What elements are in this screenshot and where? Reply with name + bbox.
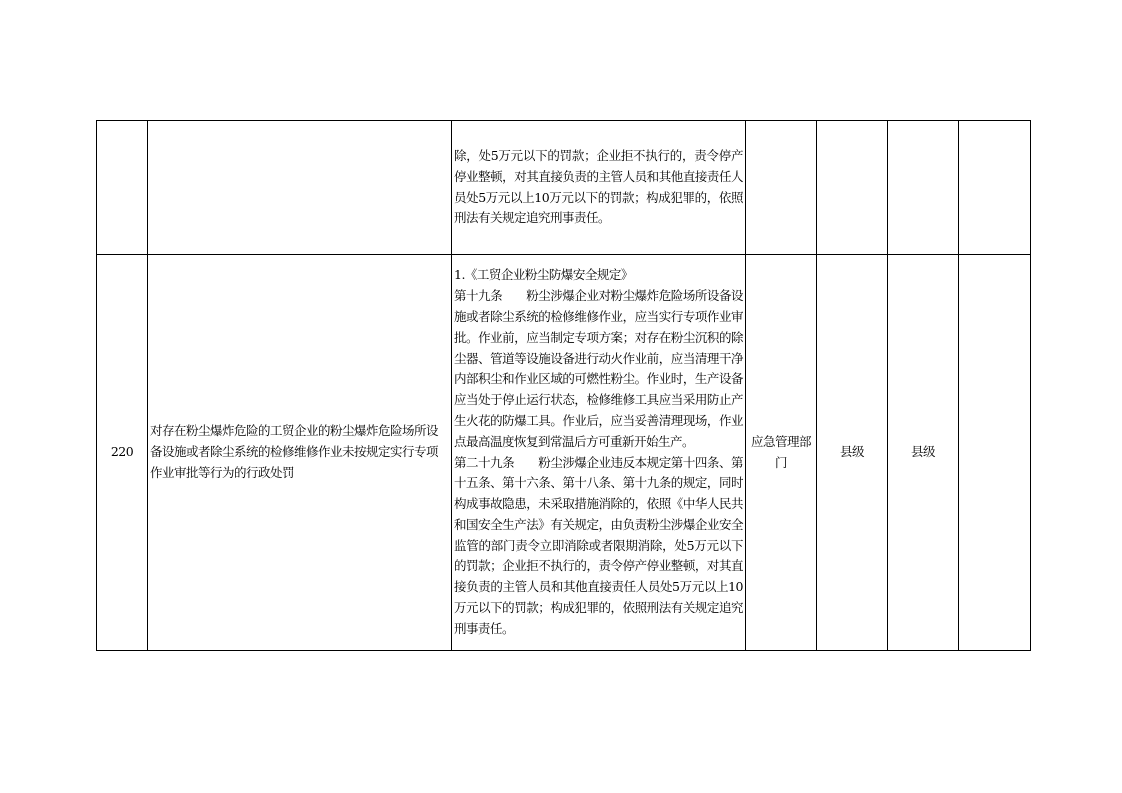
basis-paragraph: 除，处5万元以下的罚款；企业拒不执行的，责令停产停业整顿，对其直接负责的主管人员和其他直接责任人员处5万元以上10万元以下的罚款；构成犯罪的，依照刑法有关规定追究刑事责任。	[454, 147, 743, 226]
table-row	[97, 255, 1031, 651]
level-a	[817, 121, 888, 255]
table-row	[97, 121, 1031, 255]
department	[746, 121, 817, 255]
item-name	[148, 121, 452, 255]
basis-paragraph: 第二十九条 粉尘涉爆企业违反本规定第十四条、第十五条、第十六条、第十八条、第十九条的规定，同时构成事故隐患，未采取措施消除的，依照《中华人民共和国安全生产法》有关规定，由负责粉尘涉爆企业安全监管的部门责令立即消除或者限期消除，处5万元以下的罚款；企业拒不执行的，责令停产停业整顿，对其直接负责的主管人员和其他直接责任人员处5万元以上10万元以下的罚款；构成犯罪的，依照刑法有关规定追究刑事责任。	[454, 454, 743, 636]
department: 应急管理部门	[746, 255, 817, 651]
level-b: 县级	[888, 255, 959, 651]
basis-paragraph: 第十九条 粉尘涉爆企业对粉尘爆炸危险场所设备设施或者除尘系统的检修维修作业，应当实行专项作业审批。作业前，应当制定专项方案；对存在粉尘沉积的除尘器、管道等设施设备进行动火作业前，应当清理干净内部积尘和作业区域的可燃性粉尘。作业时，生产设备应当处于停止运行状态，检修维修工具应当采用防止产生火花的防爆工具。作业后，应当妥善清理现场，作业点最高温度恢复到常温后方可重新开始生产。	[454, 288, 743, 449]
basis-paragraph: 1.《工贸企业粉尘防爆安全规定》	[454, 267, 633, 283]
row-number	[97, 121, 148, 255]
remark	[959, 121, 1031, 255]
level-a: 县级	[817, 255, 888, 651]
row-number: 220	[97, 255, 148, 651]
remark	[959, 255, 1031, 651]
legal-basis	[452, 121, 746, 255]
item-name: 对存在粉尘爆炸危险的工贸企业的粉尘爆炸危险场所设备设施或者除尘系统的检修维修作业未按规定实行专项作业审批等行为的行政处罚	[148, 255, 452, 651]
level-b	[888, 121, 959, 255]
penalty-table	[96, 120, 1031, 651]
legal-basis	[452, 255, 746, 651]
